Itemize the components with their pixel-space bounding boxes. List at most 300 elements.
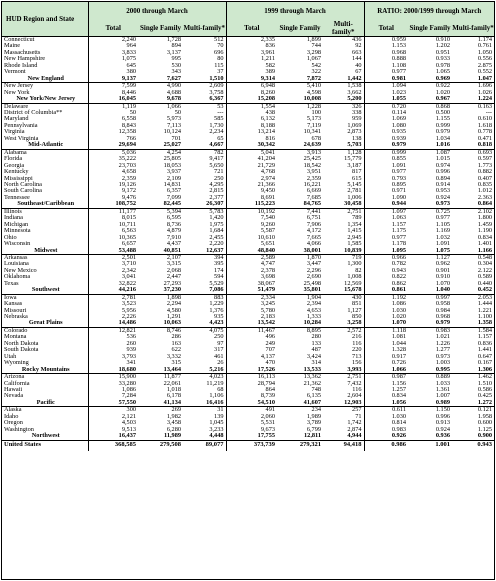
- count-cell: 1,354: [323, 222, 364, 228]
- count-cell: 1,442: [323, 76, 364, 83]
- count-cell: 116: [323, 387, 364, 393]
- ratio-cell: 0.996: [435, 412, 450, 420]
- count-cell: 1,538: [323, 83, 364, 90]
- ratio-cell: 0.966: [364, 254, 408, 261]
- count-cell: 995: [171, 55, 181, 63]
- count-cell: 4,437: [166, 240, 181, 248]
- state-name: Colorado: [2, 327, 88, 334]
- count-cell: 57,550: [118, 398, 136, 406]
- ratio-cell: 1.166: [477, 246, 493, 254]
- ratio-cell: 0.977: [391, 68, 406, 76]
- count-cell: 1,018: [166, 386, 181, 394]
- ratio-cell: 1.097: [364, 208, 408, 215]
- state-name: Connecticut: [2, 37, 88, 44]
- ratio-cell: 2.875: [477, 61, 493, 69]
- count-cell: 1,045: [183, 420, 226, 426]
- ratio-cell: 1.070: [435, 279, 450, 287]
- ratio-cell: 1.016: [435, 141, 450, 149]
- ratio-cell: 0.914: [435, 180, 450, 188]
- region-total-row: [2, 400, 494, 407]
- count-cell: 2,589: [226, 254, 277, 261]
- count-cell: 11,467: [226, 327, 277, 334]
- count-cell: 12,811: [304, 432, 321, 440]
- count-cell: 622: [171, 346, 181, 354]
- col-multi-family: Multi-family*: [323, 20, 364, 37]
- ratio-cell: 1.105: [435, 220, 450, 228]
- count-cell: 94,418: [323, 440, 364, 451]
- count-cell: 1,975: [183, 222, 226, 228]
- count-cell: 51,479: [257, 286, 275, 294]
- count-cell: 6,799: [306, 425, 321, 433]
- count-cell: 12,569: [323, 281, 364, 287]
- count-cell: 97: [183, 341, 226, 347]
- count-cell: 53,488: [118, 246, 136, 254]
- count-cell: 744: [311, 42, 321, 50]
- count-cell: 10,063: [163, 319, 181, 327]
- ratio-cell: 0.974: [435, 161, 450, 169]
- count-cell: 84,765: [303, 200, 321, 208]
- ratio-cell: 1.150: [408, 407, 452, 414]
- count-cell: 4,747: [260, 260, 275, 268]
- ratio-cell: 0.973: [435, 352, 450, 360]
- count-cell: 286: [171, 333, 181, 341]
- count-cell: 280: [311, 333, 321, 341]
- count-cell: 4,448: [183, 433, 226, 440]
- state-name: Arizona: [2, 374, 88, 381]
- count-cell: 35,222: [118, 155, 136, 163]
- region-total-row: [2, 201, 494, 208]
- ratio-cell: 0.924: [435, 425, 450, 433]
- count-cell: 721: [183, 169, 226, 175]
- count-cell: 2,781: [88, 294, 138, 301]
- count-cell: 2,359: [306, 174, 321, 182]
- ratio-cell: 0.778: [477, 128, 493, 136]
- count-cell: 2,234: [183, 129, 226, 135]
- count-cell: 250: [183, 176, 226, 182]
- ratio-cell: 0.959: [391, 36, 406, 43]
- count-cell: 29,694: [118, 141, 136, 149]
- ratio-cell: 0.910: [435, 273, 450, 281]
- count-cell: 26,307: [183, 201, 226, 208]
- table-row: [2, 83, 494, 90]
- count-cell: 18,680: [118, 365, 136, 373]
- count-cell: 7,432: [323, 381, 364, 387]
- ratio-cell: 1.444: [477, 300, 493, 308]
- col-single-family: Single Family: [408, 20, 452, 37]
- count-cell: 394: [183, 254, 226, 261]
- ratio-cell: 0.917: [391, 352, 406, 360]
- ratio-cell: 1.174: [477, 36, 493, 43]
- count-cell: 1,730: [183, 123, 226, 129]
- ratio-cell: 1.156: [391, 379, 406, 387]
- count-cell: 461: [183, 354, 226, 360]
- ratio-cell: 1.086: [391, 300, 406, 308]
- table-row: [2, 327, 494, 334]
- count-cell: 23,703: [118, 161, 136, 169]
- ratio-cell: 1.118: [364, 327, 408, 334]
- count-cell: 542: [311, 61, 321, 69]
- count-cell: 317: [183, 347, 226, 353]
- ratio-cell: 1.095: [391, 246, 406, 254]
- ratio-cell: 0.725: [408, 208, 452, 215]
- ratio-cell: 0.951: [435, 48, 450, 56]
- count-cell: 2,394: [306, 300, 321, 308]
- count-cell: 3,662: [323, 90, 364, 96]
- count-cell: 816: [265, 134, 275, 142]
- count-cell: 163: [171, 339, 181, 347]
- count-cell: 2,240: [121, 36, 136, 43]
- ratio-cell: 1.773: [477, 161, 493, 169]
- count-cell: 27,293: [163, 279, 181, 287]
- ratio-cell: 1.065: [435, 68, 450, 76]
- count-cell: 16,045: [118, 95, 136, 103]
- state-name: New Mexico: [2, 268, 88, 274]
- count-cell: 2,334: [226, 294, 277, 301]
- count-cell: 5,783: [183, 208, 226, 215]
- count-cell: 5,780: [260, 306, 275, 314]
- count-cell: 2,220: [183, 241, 226, 247]
- ratio-cell: 0.822: [391, 273, 406, 281]
- count-cell: 2,296: [306, 266, 321, 274]
- count-cell: 257: [323, 407, 364, 414]
- count-cell: 3,447: [306, 260, 321, 268]
- count-cell: 249: [265, 339, 275, 347]
- count-cell: 11,219: [183, 381, 226, 387]
- count-cell: 10,008: [303, 95, 321, 103]
- count-cell: 3,710: [121, 260, 136, 268]
- count-cell: 2,342: [121, 266, 136, 274]
- count-cell: 6,558: [121, 115, 136, 123]
- count-cell: 9,450: [260, 187, 275, 195]
- count-cell: 10,365: [118, 233, 136, 241]
- count-cell: 430: [323, 294, 364, 301]
- ratio-cell: 0.167: [477, 359, 493, 367]
- count-cell: 12,903: [323, 400, 364, 407]
- ratio-cell: 0.597: [477, 155, 493, 163]
- state-name: Alabama: [2, 149, 88, 156]
- count-cell: 5,216: [183, 367, 226, 374]
- region-name: Rocky Mountains: [2, 367, 88, 374]
- count-cell: 9,137: [121, 74, 136, 82]
- count-cell: 54,510: [257, 398, 275, 406]
- state-name: Nebraska: [2, 314, 88, 320]
- count-cell: 25,805: [163, 155, 181, 163]
- ratio-cell: 0.888: [391, 55, 406, 63]
- region-total-row: [2, 76, 494, 83]
- ratio-cell: 1.032: [435, 233, 450, 241]
- region-name: Pacific: [2, 400, 88, 407]
- count-cell: 133: [311, 339, 321, 347]
- state-name: Wisconsin: [2, 241, 88, 247]
- count-cell: 7,627: [166, 74, 181, 82]
- ratio-cell: 0.304: [477, 260, 493, 268]
- count-cell: 1,585: [323, 241, 364, 247]
- state-name: Tennessee: [2, 195, 88, 201]
- count-cell: 4,688: [166, 88, 181, 96]
- count-cell: 139: [183, 414, 226, 420]
- count-cell: 82,445: [163, 200, 181, 208]
- ratio-cell: 1.066: [391, 365, 406, 373]
- ratio-cell: 2.122: [477, 266, 493, 274]
- count-cell: 6,280: [166, 425, 181, 433]
- ratio-cell: 0.910: [435, 36, 450, 43]
- state-name: Hawaii: [2, 387, 88, 393]
- count-cell: 3,698: [260, 273, 275, 281]
- region-name: United States: [2, 440, 88, 451]
- state-name: Indiana: [2, 215, 88, 221]
- count-cell: 40,851: [163, 246, 181, 254]
- ratio-cell: 1.044: [391, 339, 406, 347]
- count-cell: 341: [126, 359, 136, 367]
- state-name: Oregon: [2, 420, 88, 426]
- ratio-cell: 0.987: [364, 374, 408, 381]
- ratio-cell: 1.157: [477, 333, 493, 341]
- ratio-cell: 0.611: [364, 407, 408, 414]
- ratio-cell: 1.069: [391, 115, 406, 123]
- ratio-cell: 1.127: [408, 254, 452, 261]
- ratio-cell: 0.935: [391, 128, 406, 136]
- count-cell: 1,128: [323, 149, 364, 156]
- count-cell: 13,214: [257, 128, 275, 136]
- count-cell: 1,684: [183, 228, 226, 234]
- count-cell: 7,119: [307, 121, 321, 129]
- table-row: [2, 374, 494, 381]
- ratio-cell: 0.834: [391, 392, 406, 400]
- count-cell: 2,690: [306, 273, 321, 281]
- ratio-cell: 1.080: [391, 121, 406, 129]
- ratio-cell: 0.968: [435, 313, 450, 321]
- ratio-cell: 1.584: [452, 327, 494, 334]
- ratio-cell: 0.944: [391, 200, 406, 208]
- count-cell: 279,508: [138, 440, 183, 451]
- count-cell: 16,416: [183, 400, 226, 407]
- ratio-cell: 1.221: [477, 306, 493, 314]
- count-cell: 3,993: [323, 367, 364, 374]
- count-cell: 5,041: [226, 149, 277, 156]
- count-cell: 7,540: [260, 214, 275, 222]
- count-cell: 10,341: [303, 128, 321, 136]
- ratio-cell: 1.081: [391, 333, 406, 341]
- count-cell: 3,258: [323, 320, 364, 327]
- ratio-cell: 0.984: [435, 306, 450, 314]
- ratio-cell: 1.087: [408, 149, 452, 156]
- count-cell: 4,503: [121, 419, 136, 427]
- ratio-cell: 0.986: [364, 440, 408, 451]
- ratio-cell: 0.958: [435, 300, 450, 308]
- ratio-cell: 0.726: [391, 359, 406, 367]
- count-cell: 17,526: [257, 365, 275, 373]
- count-cell: 25,425: [303, 155, 321, 163]
- count-cell: 8,188: [260, 121, 275, 129]
- count-cell: 487: [311, 346, 321, 354]
- count-cell: 68: [183, 387, 226, 393]
- state-name: Louisiana: [2, 261, 88, 267]
- state-name: California: [2, 381, 88, 387]
- ratio-cell: 1.226: [435, 339, 450, 347]
- count-cell: 5,531: [260, 419, 275, 427]
- count-cell: 1,728: [166, 36, 181, 43]
- state-name: Texas: [2, 281, 88, 287]
- count-cell: 15,900: [88, 374, 138, 381]
- count-cell: 80: [183, 56, 226, 62]
- count-cell: 5,529: [183, 281, 226, 287]
- count-cell: 28,794: [257, 379, 275, 387]
- count-cell: 11,877: [138, 374, 183, 381]
- table-row: [2, 208, 494, 215]
- ratio-cell: 1.958: [477, 412, 493, 420]
- count-cell: 269: [138, 407, 183, 414]
- ratio-cell: 0.425: [477, 392, 493, 400]
- count-cell: 13,542: [257, 319, 275, 327]
- count-cell: 782: [183, 149, 226, 156]
- ratio-cell: 1.063: [391, 214, 406, 222]
- ratio-cell: 0.835: [477, 180, 493, 188]
- count-cell: 6,595: [166, 214, 181, 222]
- count-cell: 32,822: [118, 279, 136, 287]
- count-cell: 389: [265, 68, 275, 76]
- count-cell: 5,173: [306, 115, 321, 123]
- count-cell: 1,119: [88, 103, 138, 110]
- ratio-cell: 1.034: [435, 134, 450, 142]
- count-cell: 6,563: [121, 227, 136, 235]
- count-cell: 4,990: [138, 83, 183, 90]
- count-cell: 3,951: [306, 168, 321, 176]
- count-cell: 395: [183, 261, 226, 267]
- ratio-cell: 0.471: [477, 134, 493, 142]
- count-cell: 7,099: [166, 193, 181, 201]
- state-name: Mississippi: [2, 176, 88, 182]
- ratio-cell: 0.548: [452, 254, 494, 261]
- count-cell: 719: [323, 254, 364, 261]
- ratio-cell: 0.882: [477, 168, 493, 176]
- count-cell: 6,948: [226, 83, 277, 90]
- region-name: Southeast/Caribbean: [2, 201, 88, 208]
- count-cell: 850: [323, 314, 364, 320]
- count-cell: 8,739: [260, 392, 275, 400]
- count-cell: 16,113: [226, 374, 277, 381]
- state-name: Michigan: [2, 222, 88, 228]
- count-cell: 25,498: [303, 279, 321, 287]
- united-states-total-row: [2, 440, 494, 451]
- state-name: Minnesota: [2, 228, 88, 234]
- count-cell: 1,742: [323, 420, 364, 426]
- region-name: Northwest: [2, 433, 88, 440]
- state-name: Maryland: [2, 116, 88, 122]
- table-row: [2, 37, 494, 44]
- region-total-row: [2, 367, 494, 374]
- count-cell: 19,126: [118, 180, 136, 188]
- count-cell: 6,357: [166, 187, 181, 195]
- ratio-cell: 1.224: [477, 95, 493, 103]
- count-cell: 115,223: [254, 200, 275, 208]
- count-cell: 5,587: [260, 227, 275, 235]
- count-cell: 585: [183, 116, 226, 122]
- count-cell: 144: [323, 56, 364, 62]
- count-cell: 12,637: [183, 248, 226, 255]
- count-cell: 9,260: [260, 220, 275, 228]
- state-name: District of Columbia**: [2, 110, 88, 116]
- count-cell: 2,377: [183, 195, 226, 201]
- count-cell: 836: [265, 42, 275, 50]
- ratio-cell: 1.094: [364, 83, 408, 90]
- ratio-cell: 1.056: [391, 398, 406, 406]
- count-cell: 14,831: [163, 180, 181, 188]
- count-cell: 582: [265, 61, 275, 69]
- region-name: Mid-Atlantic: [2, 142, 88, 149]
- count-cell: 1,291: [166, 313, 181, 321]
- count-cell: 38,067: [257, 279, 275, 287]
- count-cell: 3,298: [306, 48, 321, 56]
- ratio-cell: 1.175: [391, 227, 406, 235]
- count-cell: 279,321: [277, 440, 323, 451]
- count-cell: 2,447: [166, 273, 181, 281]
- state-name: Nevada: [2, 393, 88, 399]
- count-cell: 9,673: [260, 425, 275, 433]
- region-name: New England: [2, 76, 88, 83]
- count-cell: 13,362: [277, 374, 323, 381]
- state-name: Montana: [2, 334, 88, 340]
- state-name: Wyoming: [2, 360, 88, 366]
- ratio-cell: 0.973: [435, 200, 450, 208]
- count-cell: 6,132: [260, 115, 275, 123]
- count-cell: 594: [183, 274, 226, 280]
- count-cell: 35,801: [303, 286, 321, 294]
- ratio-cell: 1.023: [391, 88, 406, 96]
- state-name: Massachusetts: [2, 50, 88, 56]
- state-name: South Dakota: [2, 347, 88, 353]
- ratio-cell: 0.889: [408, 374, 452, 381]
- count-cell: 4,658: [121, 168, 136, 176]
- count-cell: 15,208: [257, 95, 275, 103]
- ratio-cell: 1.361: [435, 386, 450, 394]
- count-cell: 1,127: [323, 308, 364, 314]
- ratio-cell: 0.761: [477, 42, 493, 50]
- ratio-cell: 1.277: [435, 346, 450, 354]
- ratio-cell: 0.586: [477, 386, 493, 394]
- count-cell: 2,068: [166, 266, 181, 274]
- col-multi-family: Multi-family*: [183, 20, 226, 37]
- ratio-cell: 1.696: [452, 83, 494, 90]
- count-cell: 4,580: [166, 306, 181, 314]
- ratio-cell: 1.202: [435, 42, 450, 50]
- ratio-cell: 1.257: [391, 386, 406, 394]
- count-cell: 16,221: [303, 180, 321, 188]
- count-cell: 6,751: [306, 214, 321, 222]
- ratio-cell: 0.977: [391, 233, 406, 241]
- ratio-header: RATIO: 2000/1999 through March: [364, 2, 494, 20]
- region-name: New York/New Jersey: [2, 96, 88, 103]
- ratio-cell: 0.981: [391, 74, 406, 82]
- hud-permits-table: [2, 2, 494, 451]
- count-cell: 30,458: [323, 201, 364, 208]
- count-cell: 2,751: [323, 208, 364, 215]
- count-cell: 2,226: [121, 313, 136, 321]
- state-name: Kentucky: [2, 169, 88, 175]
- table-row: [2, 294, 494, 301]
- count-cell: 935: [183, 314, 226, 320]
- count-cell: 4,295: [183, 182, 226, 188]
- ratio-cell: 1.108: [391, 61, 406, 69]
- count-cell: 10,711: [118, 220, 136, 228]
- count-cell: 25,027: [163, 141, 181, 149]
- count-cell: 16,437: [118, 432, 136, 440]
- count-cell: 4,075: [183, 327, 226, 334]
- ratio-cell: 0.989: [435, 398, 450, 406]
- ratio-cell: 0.600: [477, 419, 493, 427]
- count-cell: 9,476: [121, 193, 136, 201]
- count-cell: 41,607: [303, 398, 321, 406]
- count-cell: 1,870: [277, 254, 323, 261]
